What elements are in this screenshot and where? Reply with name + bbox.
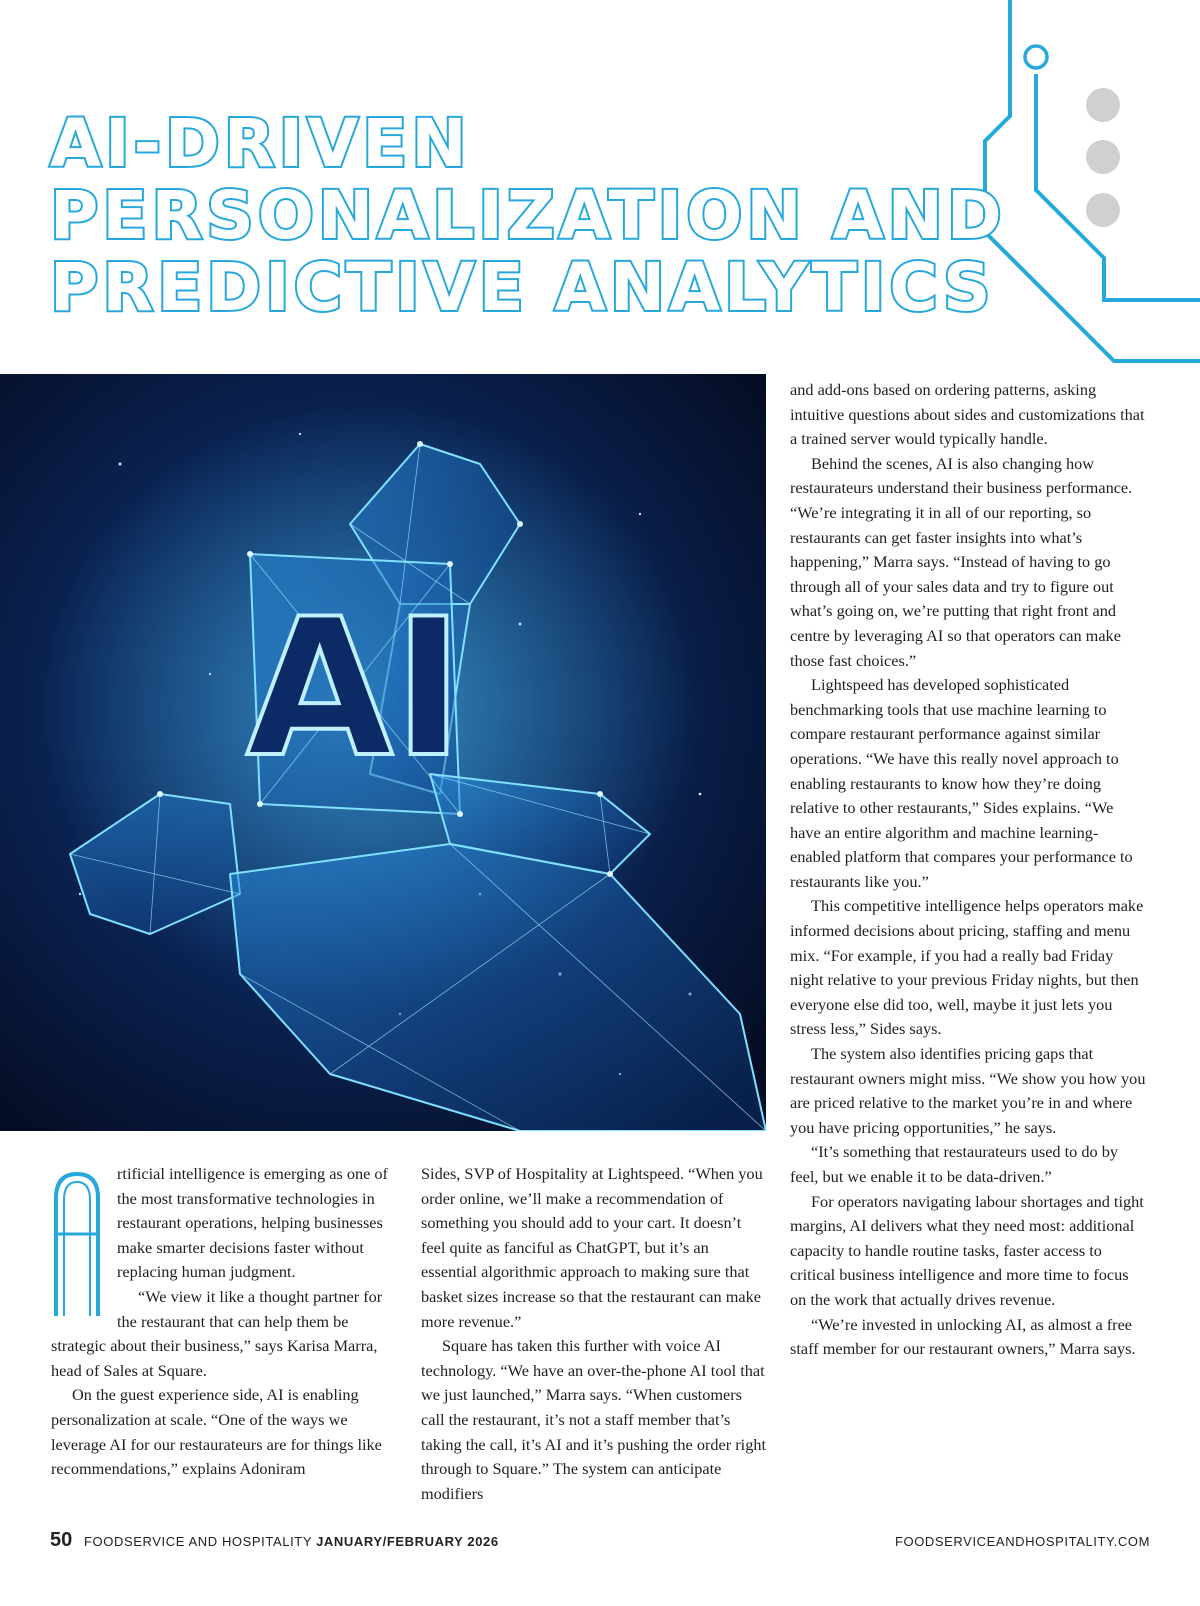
paragraph: “We’re invested in unlocking AI, as almost a free staff member for our restaurant owners,” Marra says.	[790, 1314, 1136, 1359]
paragraph: Lightspeed has developed sophisticated benchmarking tools that use machine learning to compare restaurant performance against similar operations. “We have this really novel approach to enabling restaurants to know how they’re doing relative to other restaurants,” Sides explains. “We have an entire algorithm and machine learning-enabled platform that compares your performance to restaurants like you.”	[790, 675, 1133, 891]
article-column-1	[51, 1162, 396, 1482]
paragraph: “It’s something that restaurateurs used to do by feel, but we enable it to be data-driven.”	[790, 1142, 1119, 1186]
paragraph: and add-ons based on ordering patterns, asking intuitive questions about sides and customizations that a trained server would typically handle.	[790, 380, 1145, 449]
dropcap	[51, 1168, 103, 1318]
paragraph: For operators navigating labour shortages and tight margins, AI delivers what they need most: additional capacity to handle routine tasks, faster access to critical business intelligence and more time to focus on the work that actually drives revenue.	[790, 1191, 1144, 1309]
article-title	[50, 105, 1006, 326]
title-line-2: PERSONALIZATION AND	[50, 177, 1006, 254]
article-column-3	[790, 378, 1148, 1362]
publication-info	[84, 1534, 499, 1549]
paragraph: Square has taken this further with voice AI technology. “We have an over-the-phone AI tool that we just launched,” Marra says. “When customers call the restaurant, it’s not a staff member that’s taking the call, it’s AI and it’s pushing the order right through to Square.” The system can anticipate modifiers	[421, 1336, 767, 1503]
title-line-3: PREDICTIVE ANALYTICS	[50, 249, 995, 326]
publication-name: FOODSERVICE AND HOSPITALITY	[84, 1534, 312, 1549]
issue-date: JANUARY/FEBRUARY 2026	[316, 1534, 499, 1549]
gray-dot-icon	[1086, 88, 1120, 122]
title-line-1: AI-DRIVEN	[50, 105, 471, 182]
paragraph: The system also identifies pricing gaps that restaurant owners might miss. “We show you how you are priced relative to the market you’re in and where you have pricing opportunities,” he says.	[790, 1044, 1146, 1137]
hero-image	[0, 374, 766, 1131]
paragraph: rtificial intelligence is emerging as one of the most transformative technologies in restaurant operations, helping businesses make smarter decisions faster without replacing human judgment.	[117, 1164, 388, 1282]
article-column-2	[421, 1162, 766, 1506]
paragraph: This competitive intelligence helps operators make informed decisions about pricing, staffing and menu mix. “For example, if you had a really bad Friday night relative to your previous Friday nights, but then everyone else did too, well, maybe it just lets you stress less,” Sides says.	[790, 896, 1144, 1039]
svg-text:A: A	[51, 1168, 52, 1169]
page-footer	[50, 1529, 1150, 1559]
paragraph: On the guest experience side, AI is enabling personalization at scale. “One of the ways we leverage AI for our restaurateurs are for things like recommendations,” explains Adoniram	[51, 1385, 382, 1479]
website-url: FOODSERVICEANDHOSPITALITY.COM	[894, 1534, 1150, 1549]
circuit-decoration-icon	[980, 0, 1200, 380]
page-number: 50	[50, 1529, 73, 1551]
svg-text:AI: AI	[246, 578, 464, 799]
paragraph: Sides, SVP of Hospitality at Lightspeed. “When you order online, we’ll make a recommendation of something you should add to your cart. It doesn’t feel quite as fanciful as ChatGPT, but it’s an essential algorithmic approach to making sure that basket sizes increase so that the restaurant can make more revenue.”	[421, 1164, 763, 1331]
gray-dot-icon	[1086, 140, 1120, 174]
paragraph: Behind the scenes, AI is also changing how restaurateurs understand their business performance. “We’re integrating it in all of our reporting, so restaurants can get faster insights into what’s happening,” Marra says. “Instead of having to go through all of your sales data and try to figure out what’s going on, we’re putting that right front and centre by leveraging AI so that operators can make those fast choices.”	[790, 453, 1133, 670]
gray-dot-icon	[1086, 193, 1120, 227]
paragraph: “We view it like a thought partner for the restaurant that can help them be strategic about their business,” says Karisa Marra, head of Sales at Square.	[51, 1286, 383, 1380]
